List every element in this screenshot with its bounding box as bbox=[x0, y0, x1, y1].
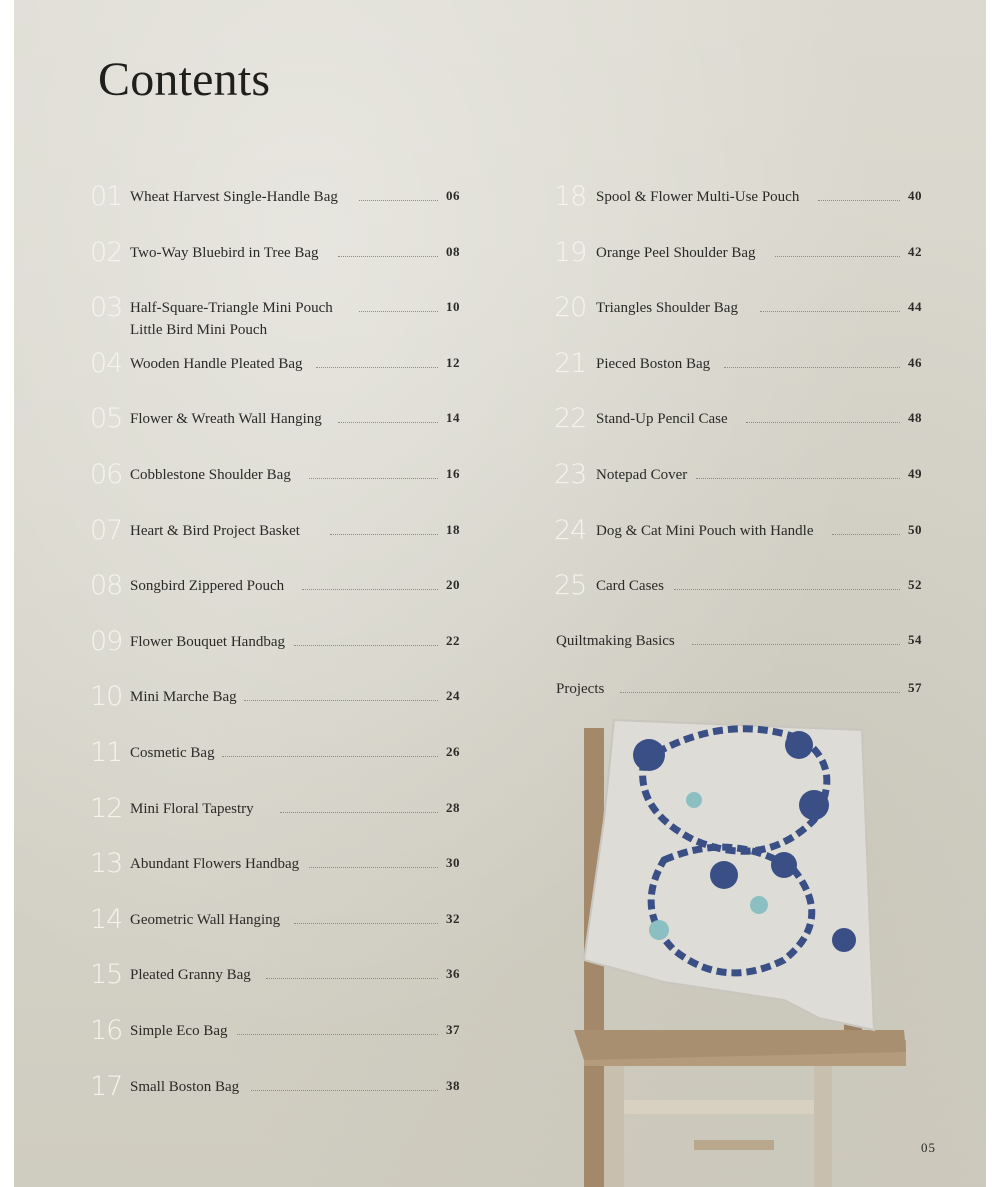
toc-entry bbox=[90, 1016, 470, 1060]
toc-dot-leader bbox=[359, 200, 438, 201]
toc-entry-title-line: Cobblestone Shoulder Bag bbox=[130, 467, 291, 483]
toc-entry-title-line: Geometric Wall Hanging bbox=[130, 911, 281, 928]
toc-entry-title bbox=[596, 186, 799, 208]
toc-dot-leader bbox=[309, 478, 438, 479]
toc-entry-number: 12 bbox=[90, 792, 123, 824]
toc-entry-title-line: Pleated Granny Bag bbox=[130, 967, 251, 984]
toc-entry bbox=[554, 460, 934, 504]
toc-entry-page: 52 bbox=[908, 577, 922, 593]
toc-entry-page: 14 bbox=[446, 410, 460, 426]
book-page bbox=[14, 0, 986, 1187]
toc-entry-number: 06 bbox=[90, 459, 123, 490]
toc-dot-leader bbox=[746, 422, 900, 423]
toc-dot-leader bbox=[266, 978, 438, 979]
toc-entry-page: 08 bbox=[446, 243, 460, 259]
toc-entry-number: 22 bbox=[554, 403, 587, 435]
toc-entry-title-line: Mini Floral Tapestry bbox=[130, 800, 254, 817]
toc-entry-title bbox=[130, 1076, 239, 1098]
toc-dot-leader bbox=[222, 756, 438, 757]
toc-entry bbox=[554, 238, 934, 282]
toc-entry-page: 44 bbox=[908, 299, 922, 315]
toc-entry-title-line: Two-Way Bluebird in Tree Bag bbox=[130, 244, 319, 261]
toc-entry-number: 19 bbox=[554, 236, 587, 268]
toc-entry-title bbox=[556, 630, 675, 652]
toc-entry-page: 12 bbox=[446, 354, 460, 370]
toc-entry-number: 09 bbox=[90, 625, 123, 657]
toc-entry bbox=[90, 738, 470, 782]
toc-entry-number: 13 bbox=[90, 848, 123, 880]
toc-entry-title-line: Songbird Zippered Pouch bbox=[130, 578, 285, 595]
toc-dot-leader bbox=[724, 367, 900, 368]
chair-leg-front-left bbox=[604, 1066, 624, 1187]
toc-entry-page: 50 bbox=[908, 521, 922, 537]
toc-entry-title bbox=[130, 186, 338, 208]
toc-entry bbox=[90, 794, 470, 838]
quilt-flower bbox=[633, 739, 665, 771]
toc-entry bbox=[554, 293, 934, 337]
quilt-chair-photo bbox=[544, 700, 924, 1187]
toc-dot-leader bbox=[280, 812, 438, 813]
toc-entry-title-line: Abundant Flowers Handbag bbox=[130, 856, 300, 873]
toc-entry bbox=[90, 460, 470, 504]
toc-entry bbox=[90, 516, 470, 560]
toc-dot-leader bbox=[692, 644, 900, 645]
toc-entry-page: 38 bbox=[446, 1077, 460, 1093]
toc-dot-leader bbox=[338, 256, 438, 257]
toc-entry-title-line: Heart & Bird Project Basket bbox=[130, 522, 300, 539]
toc-entry-page: 37 bbox=[446, 1022, 460, 1037]
toc-entry bbox=[554, 571, 934, 615]
toc-entry-title-line: Flower & Wreath Wall Hanging bbox=[130, 411, 322, 428]
toc-entry-number: 18 bbox=[554, 181, 587, 212]
toc-dot-leader bbox=[294, 923, 438, 924]
toc-dot-leader bbox=[832, 534, 900, 535]
toc-entry-page: 18 bbox=[446, 521, 460, 537]
toc-entry-title-line: Orange Peel Shoulder Bag bbox=[596, 244, 756, 261]
toc-entry-title bbox=[130, 909, 280, 931]
chair-leg-front-right bbox=[814, 1066, 832, 1187]
toc-dot-leader bbox=[338, 422, 438, 423]
toc-entry-number: 15 bbox=[90, 959, 123, 991]
toc-entry-title-line: Simple Eco Bag bbox=[130, 1023, 228, 1039]
chair-rung-low bbox=[694, 1140, 774, 1150]
toc-entry-title-line: Small Boston Bag bbox=[130, 1078, 240, 1095]
toc-entry-number: 01 bbox=[90, 181, 123, 212]
toc-entry-title-line: Wheat Harvest Single-Handle Bag bbox=[130, 189, 338, 205]
toc-entry bbox=[90, 627, 470, 671]
toc-entry-page: 30 bbox=[446, 855, 460, 871]
toc-entry-title-line: Notepad Cover bbox=[596, 467, 688, 483]
quilt-flower bbox=[799, 790, 829, 820]
toc-entry-number: 07 bbox=[90, 514, 123, 546]
toc-entry-title bbox=[596, 297, 738, 319]
toc-entry bbox=[90, 182, 470, 226]
toc-entry bbox=[554, 349, 934, 393]
toc-entry-number: 21 bbox=[554, 347, 587, 379]
toc-entry bbox=[90, 293, 470, 337]
toc-entry-number: 24 bbox=[554, 514, 587, 546]
toc-entry bbox=[90, 571, 470, 615]
toc-entry bbox=[90, 238, 470, 282]
toc-entry-title bbox=[596, 242, 756, 264]
toc-entry bbox=[90, 849, 470, 893]
toc-entry-number: 05 bbox=[90, 403, 123, 435]
toc-entry-title bbox=[130, 853, 299, 875]
toc-entry-title-line: Little Bird Mini Pouch bbox=[130, 322, 268, 339]
page-number: 05 bbox=[921, 1140, 936, 1155]
quilt-flower bbox=[771, 852, 797, 878]
quilt-accent bbox=[649, 920, 669, 940]
toc-entry-title bbox=[130, 964, 251, 986]
quilt-flower bbox=[710, 861, 738, 889]
toc-entry-title bbox=[130, 575, 284, 597]
toc-entry-page: 57 bbox=[908, 680, 922, 695]
toc-dot-leader bbox=[309, 867, 438, 868]
toc-dot-leader bbox=[244, 700, 438, 701]
toc-dot-leader bbox=[302, 589, 438, 590]
toc-dot-leader bbox=[620, 692, 900, 693]
toc-entry-number: 08 bbox=[90, 570, 123, 602]
toc-entry bbox=[554, 516, 934, 560]
toc-entry-page: 22 bbox=[446, 632, 460, 648]
toc-entry bbox=[90, 960, 470, 1004]
toc-dot-leader bbox=[359, 311, 438, 312]
toc-entry-number: 04 bbox=[90, 347, 123, 379]
toc-entry-number: 11 bbox=[90, 737, 123, 768]
toc-entry-title-line: Wooden Handle Pleated Bag bbox=[130, 355, 303, 372]
toc-dot-leader bbox=[818, 200, 900, 201]
toc-entry-number: 03 bbox=[90, 292, 123, 324]
toc-entry bbox=[90, 682, 470, 726]
toc-entry-title bbox=[130, 520, 300, 542]
toc-entry-title bbox=[596, 408, 728, 430]
toc-entry-page: 28 bbox=[446, 799, 460, 815]
toc-entry-number: 20 bbox=[554, 292, 587, 324]
chair-rung bbox=[624, 1100, 814, 1114]
toc-dot-leader bbox=[696, 478, 900, 479]
toc-entry bbox=[556, 626, 936, 670]
toc-dot-leader bbox=[760, 311, 900, 312]
toc-dot-leader bbox=[330, 534, 438, 535]
toc-entry-number: 17 bbox=[90, 1070, 123, 1102]
toc-entry-title-line: Cosmetic Bag bbox=[130, 745, 215, 761]
toc-entry-page: 16 bbox=[446, 466, 460, 481]
toc-dot-leader bbox=[294, 645, 438, 646]
toc-entry-title bbox=[130, 297, 333, 341]
toc-entry-title bbox=[596, 464, 687, 486]
toc-dot-leader bbox=[674, 589, 900, 590]
toc-entry-page: 42 bbox=[908, 243, 922, 259]
toc-entry-page: 24 bbox=[446, 688, 460, 704]
toc-entry-title bbox=[130, 353, 303, 375]
toc-entry-title bbox=[130, 742, 215, 764]
toc-entry-page: 54 bbox=[908, 632, 922, 647]
toc-entry-title bbox=[596, 353, 710, 375]
toc-entry-page: 20 bbox=[446, 577, 460, 593]
toc-entry-number: 16 bbox=[90, 1015, 123, 1046]
toc-entry-number: 14 bbox=[90, 903, 123, 935]
toc-entry bbox=[90, 404, 470, 448]
toc-entry-page: 06 bbox=[446, 188, 460, 203]
toc-entry-title bbox=[130, 798, 254, 820]
toc-dot-leader bbox=[251, 1090, 438, 1091]
toc-entry bbox=[554, 182, 934, 226]
toc-entry-title-line: Flower Bouquet Handbag bbox=[130, 633, 285, 650]
toc-entry-title-line: Card Cases bbox=[596, 578, 664, 595]
quilt-flower bbox=[832, 928, 856, 952]
toc-entry-title-line: Mini Marche Bag bbox=[130, 689, 237, 706]
toc-entry-title bbox=[130, 1020, 228, 1042]
toc-entry-title bbox=[596, 575, 664, 597]
toc-entry-number: 23 bbox=[554, 459, 587, 490]
toc-entry-page: 32 bbox=[446, 910, 460, 926]
toc-entry bbox=[90, 1072, 470, 1116]
toc-entry-title bbox=[130, 686, 237, 708]
toc-entry-title bbox=[596, 520, 814, 542]
toc-entry-page: 49 bbox=[908, 466, 922, 481]
toc-dot-leader bbox=[316, 367, 438, 368]
toc-entry-title-line: Half-Square-Triangle Mini Pouch bbox=[130, 300, 333, 317]
quilt-accent bbox=[686, 792, 702, 808]
toc-entry-title-line: Spool & Flower Multi-Use Pouch bbox=[596, 189, 800, 205]
toc-entry bbox=[90, 905, 470, 949]
quilt-accent bbox=[750, 896, 768, 914]
toc-entry-title-line: Stand-Up Pencil Case bbox=[596, 411, 728, 428]
toc-entry-page: 48 bbox=[908, 410, 922, 426]
toc-dot-leader bbox=[775, 256, 900, 257]
toc-entry-page: 36 bbox=[446, 966, 460, 982]
toc-entry-title bbox=[130, 631, 285, 653]
toc-entry-page: 46 bbox=[908, 354, 922, 370]
toc-entry-title bbox=[130, 242, 319, 264]
toc-dot-leader bbox=[237, 1034, 438, 1035]
toc-entry-title-line: Dog & Cat Mini Pouch with Handle bbox=[596, 522, 814, 539]
toc-entry-number: 25 bbox=[554, 570, 587, 602]
toc-entry-page: 40 bbox=[908, 188, 922, 203]
page-title: Contents bbox=[98, 53, 271, 106]
toc-entry-title bbox=[130, 464, 291, 486]
toc-entry-title-line: Projects bbox=[556, 681, 605, 697]
toc-entry-title-line: Pieced Boston Bag bbox=[596, 355, 711, 372]
toc-entry-number: 02 bbox=[90, 236, 123, 268]
toc-entry-number: 10 bbox=[90, 681, 123, 713]
toc-entry-page: 26 bbox=[446, 744, 460, 759]
toc-entry-title bbox=[556, 678, 604, 700]
toc-entry bbox=[554, 404, 934, 448]
toc-entry-title-line: Quiltmaking Basics bbox=[556, 633, 675, 649]
toc-entry bbox=[90, 349, 470, 393]
toc-entry-title-line: Triangles Shoulder Bag bbox=[596, 300, 738, 317]
toc-entry-title bbox=[130, 408, 322, 430]
quilt-flower bbox=[785, 731, 813, 759]
toc-entry-page: 10 bbox=[446, 299, 460, 315]
